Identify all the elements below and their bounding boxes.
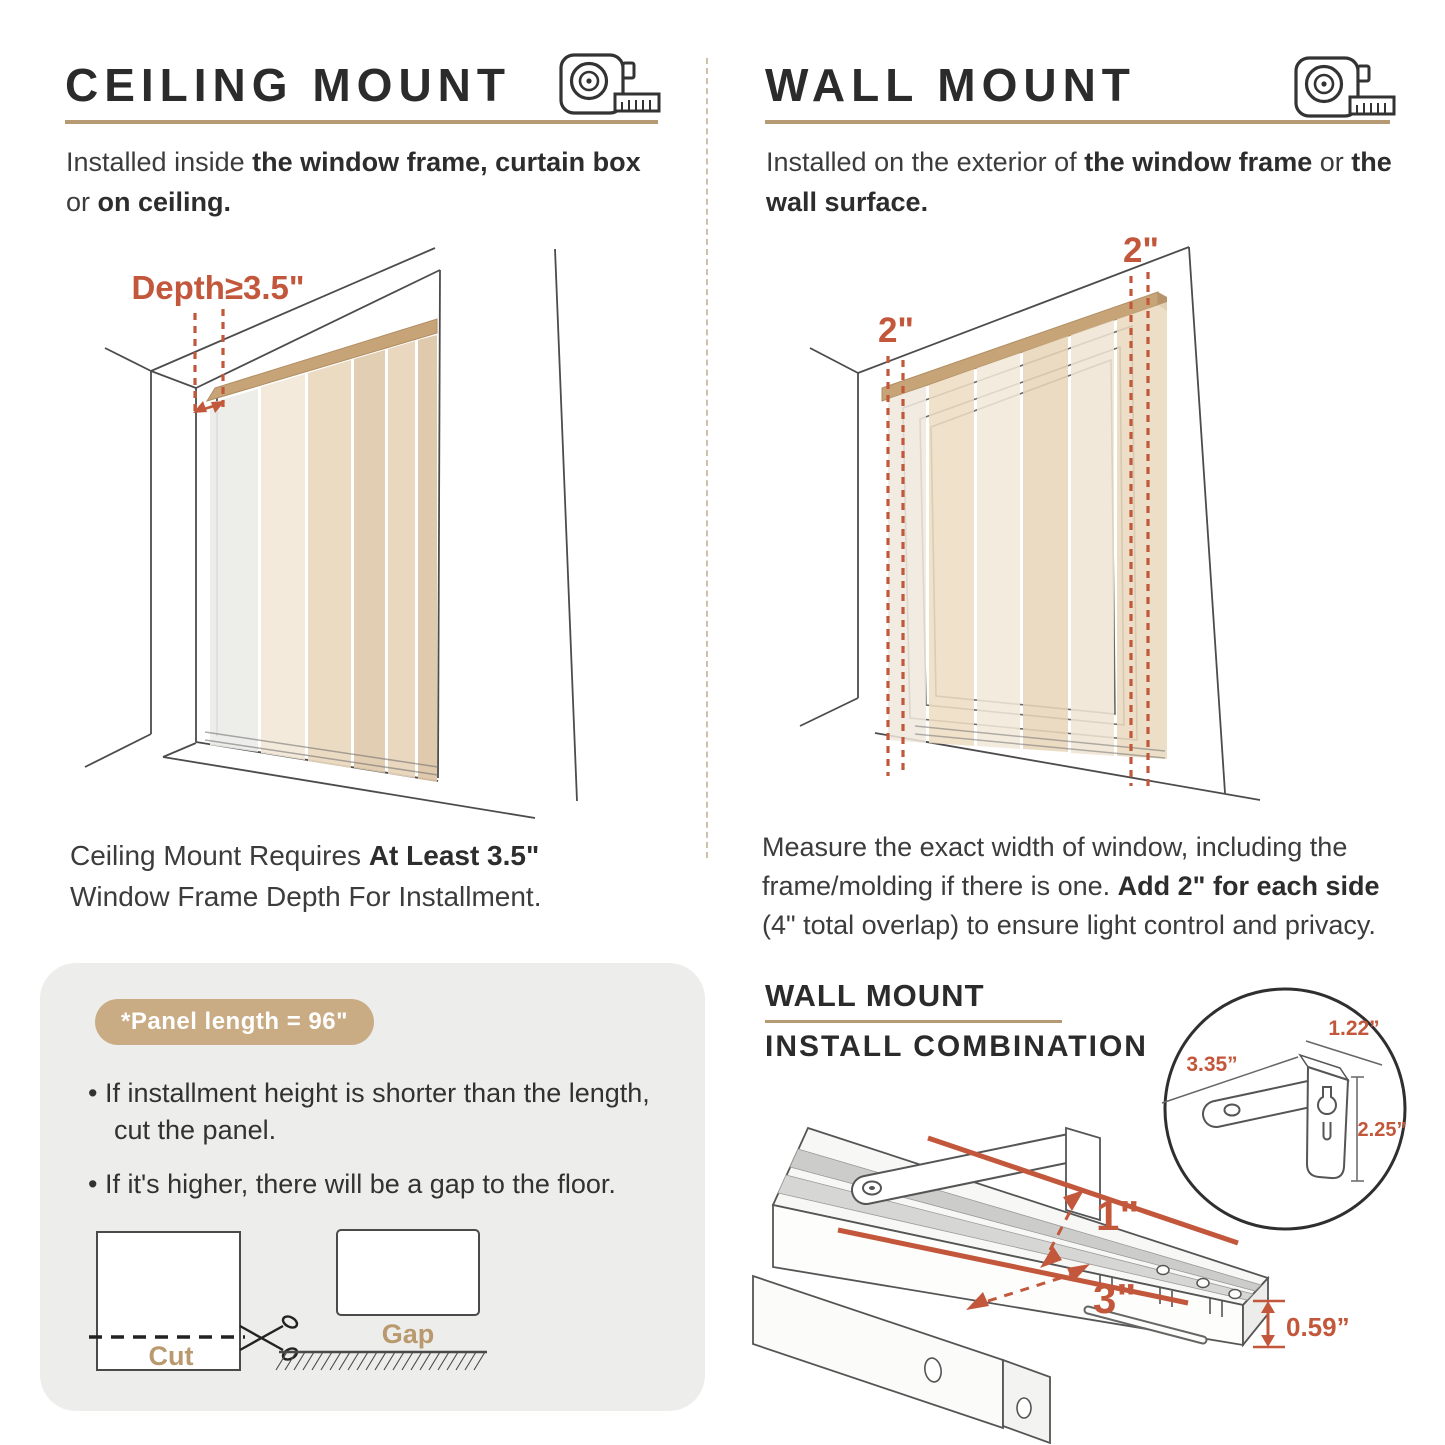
- wall-title-underline: [765, 120, 1390, 124]
- gap-label: Gap: [381, 1319, 435, 1349]
- list-item: • If it's higher, there will be a gap to the floor.: [88, 1169, 616, 1199]
- ceiling-title-underline: [65, 120, 658, 124]
- panel-length-note-card: [40, 963, 705, 1411]
- wall-mount-title: WALL MOUNT: [765, 59, 1136, 111]
- cut-label: Cut: [148, 1341, 194, 1371]
- gap-panel-box: [337, 1230, 479, 1315]
- combo-title: WALL MOUNT: [765, 978, 985, 1013]
- intro-text: Installed on the exterior of: [766, 147, 1085, 177]
- wall-measure-text: [762, 828, 1406, 945]
- bracket-top-label: 1.22”: [1328, 1017, 1380, 1040]
- ceiling-mount-diagram: [65, 245, 650, 820]
- curtain-panels: [210, 335, 437, 782]
- combo-subtitle: INSTALL COMBINATION: [765, 1030, 1148, 1063]
- wall-mount-diagram: [770, 228, 1395, 813]
- combo-title-underline: [765, 1020, 1062, 1023]
- overlap-right-label: 2": [1122, 231, 1160, 270]
- tape-measure-icon: [558, 52, 662, 120]
- scissors-icon: [240, 1314, 299, 1362]
- tape-measure-icon: [1293, 55, 1397, 123]
- bracket-detail-inset: [1158, 983, 1414, 1239]
- bullet-text: If it's higher, there will be a gap to the floor.: [104, 1169, 616, 1199]
- panel-note-bullets: [88, 1075, 688, 1220]
- overlap-left-label: 2": [877, 311, 915, 350]
- measure-text: Measure the exact width of window, including the frame/molding if there is one.: [762, 832, 1348, 901]
- caption-text: Window Frame Depth For Installment.: [70, 881, 542, 912]
- intro-text: or: [1312, 147, 1352, 177]
- ceiling-mount-title: CEILING MOUNT: [65, 59, 511, 111]
- bracket-width-label: 3.35”: [1186, 1053, 1238, 1076]
- rail-height-label: 0.59”: [1286, 1312, 1350, 1342]
- intro-bold: the window frame: [1084, 147, 1313, 177]
- list-item: • If installment height is shorter than the length, cut the panel.: [88, 1078, 650, 1145]
- caption-bold: At Least 3.5": [368, 840, 540, 871]
- caption-text: Ceiling Mount Requires: [70, 840, 369, 871]
- wall-intro-text: [766, 142, 1400, 222]
- ceiling-caption: [70, 835, 638, 917]
- measure-text: (4" total overlap) to ensure light control and privacy.: [762, 910, 1376, 940]
- intro-bold: on ceiling.: [97, 187, 232, 217]
- bracket-height-label: 2.25”: [1357, 1119, 1407, 1141]
- cut-gap-diagram: [75, 1225, 695, 1385]
- panel-length-badge: *Panel length = 96": [95, 999, 374, 1045]
- depth-label: Depth≥3.5": [131, 269, 305, 306]
- intro-bold: the window frame, curtain box: [252, 147, 641, 177]
- floor-hatching: [276, 1352, 485, 1370]
- intro-bold: the wall surface.: [766, 147, 1392, 217]
- curtain-panels: [888, 302, 1167, 759]
- measure-bold: Add 2" for each side: [1117, 871, 1380, 901]
- ceiling-intro-text: [66, 142, 666, 222]
- intro-text: or: [66, 187, 98, 217]
- rail-offset-small-label: 1": [1096, 1192, 1140, 1239]
- bullet-text: If installment height is shorter than the length, cut the panel.: [104, 1078, 650, 1145]
- rail-offset-large-label: 3": [1093, 1275, 1137, 1322]
- column-divider: [706, 58, 708, 858]
- intro-text: Installed inside: [66, 147, 253, 177]
